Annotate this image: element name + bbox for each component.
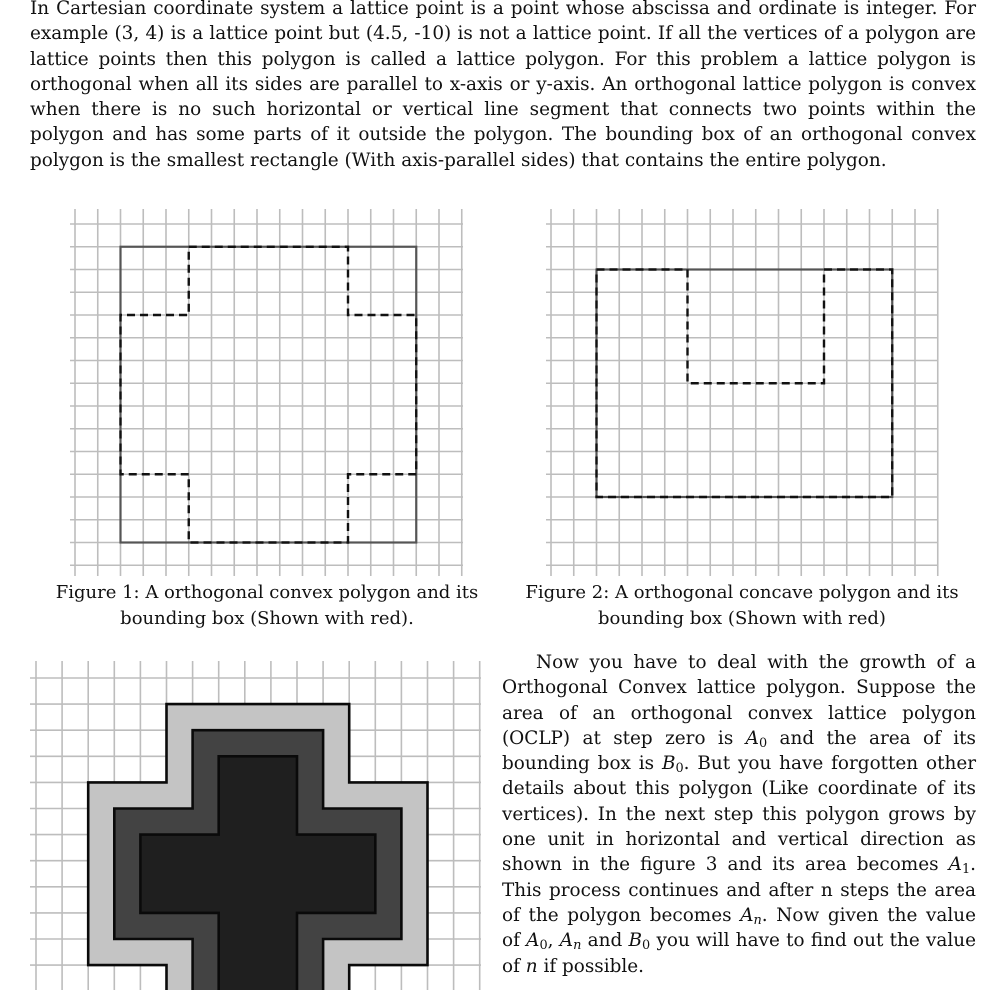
math-A0: $A_0$ — [526, 930, 548, 954]
text-run: and the area of its bounding box is — [502, 727, 976, 775]
math-An: $A_n$ — [559, 930, 582, 954]
convex-polygon-outline — [121, 247, 417, 543]
text-run: and — [581, 930, 629, 952]
bounding-box — [121, 247, 417, 543]
math-A1: $A_1$ — [948, 854, 971, 878]
intro-paragraph: In Cartesian coordinate system a lattice point is a point whose abscissa and ordinate is integer. For example (3, 4) is a lattice point but (4.5, -10) is not a lattice point. If all the vertices of a polygon are lattice points then this polygon is called a lattice polygon. For this problem a lattice polygon is orthogonal when all its sides are parallel to x-axis or y-axis. An orthogonal lattice polygon is convex when there is no such horizontal or vertical line segment that connects two points within the polygon and has some parts of it outside the polygon. The bounding box of an orthogonal convex polygon is the smallest rectangle (With axis-parallel sides) that contains the entire polygon. — [30, 0, 976, 171]
figure-2-concave-polygon — [546, 209, 938, 576]
growth-paragraph — [502, 650, 976, 979]
text-run: if possible. — [537, 955, 644, 977]
grid — [546, 209, 938, 576]
math-An: $A_n$ — [740, 904, 762, 929]
math-n: n — [525, 955, 538, 977]
grid — [70, 209, 463, 576]
text-run: Now you have to deal with the growth of a Orthogonal Convex lattice polygon. Suppose the area of an orthogonal convex lattice polygon (OCLP) at step zero is — [502, 652, 976, 749]
text-run: . This process continues and after n steps the area of the polygon becomes — [502, 854, 976, 926]
figure-3-polygon-growth — [30, 661, 481, 990]
math-A0: $A_0$ — [745, 727, 768, 752]
math-B0: $B_0$ — [628, 930, 651, 954]
figure-2-caption: Figure 2: A orthogonal concave polygon and its bounding box (Shown with red) — [525, 582, 959, 629]
text-run: . But you have forgotten other details about this polygon (Like coordinate of its vertices). In the next step this polygon grows by one unit in horizontal and vertical direction as shown in the figure 3 and its area becomes — [502, 753, 976, 876]
text-run: , — [547, 930, 560, 952]
text-run: . Now given the value of — [502, 904, 976, 952]
figure-1-convex-polygon — [70, 209, 463, 576]
figure-1-caption: Figure 1: A orthogonal convex polygon and its bounding box (Shown with red). — [55, 582, 479, 629]
math-B0: $B_0$ — [661, 753, 684, 777]
text-run: you will have to find out the value of — [502, 930, 977, 977]
